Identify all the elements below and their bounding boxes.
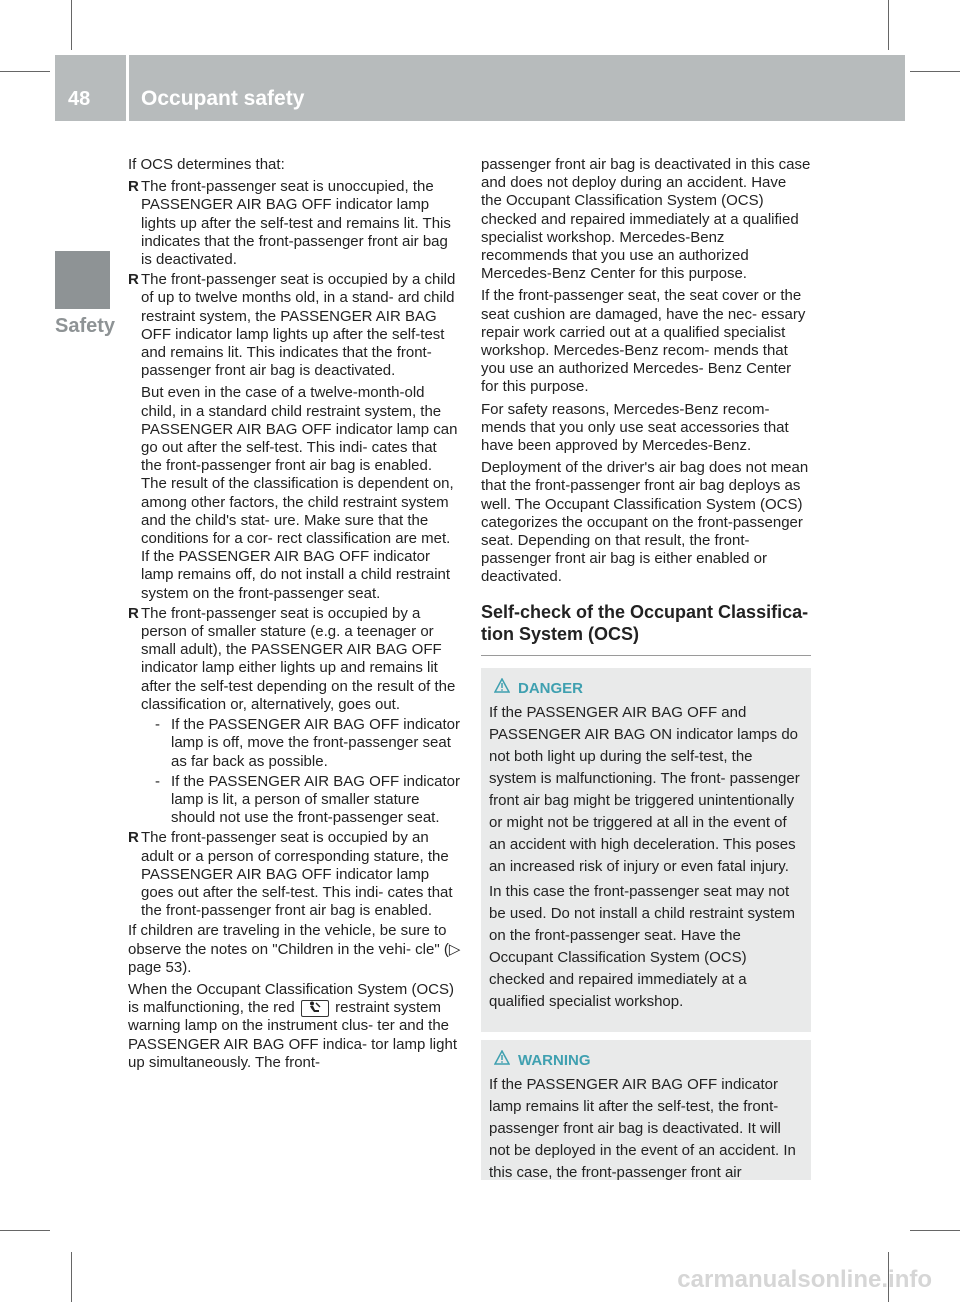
body-paragraph: If the front-passenger seat, the seat cover or the seat cushion are damaged, have the nec- essary repair work carried out at a qualified specialist workshop. Mercedes-Benz recom- mends that you use an authorized Mercedes- Benz Center for this purpose. [481, 287, 806, 396]
header-divider [126, 55, 129, 121]
danger-title: DANGER [518, 679, 584, 697]
crop-mark [910, 1230, 960, 1231]
page-ref-arrow-icon: ▷ [448, 940, 461, 958]
warning-text: If the PASSENGER AIR BAG OFF indicator lamp remains lit after the self-test, the front- passenger front air bag is deactivated. It will not be deployed in the event of an accident. In this case, the front-passenger front air [489, 1076, 796, 1181]
list-item-text: The front-passenger seat is occupied by a person of smaller stature (e.g. a teenager or small adult), the PASSENGER AIR BAG OFF indicator lamp either lights up and remains lit after the self-test depending on the result of the classification or, alternatively, goes out. [141, 604, 456, 713]
list-item [128, 271, 461, 603]
left-column [128, 156, 461, 1076]
bullet-mark: R [128, 604, 139, 622]
list-item-text: The front-passenger seat is unoccupied, the PASSENGER AIR BAG OFF indicator lamp lights up after the self-test and remains lit. This indicates that the front-passenger front air bag is deactivated. [141, 178, 451, 269]
crop-mark [910, 71, 960, 72]
danger-text: In this case the front-passenger seat may not be used. Do not install a child restraint system on the front-passenger seat. Have the Occupant Classification System (OCS) checked and repaired immediately at a qualified specialist workshop. [489, 883, 795, 1010]
section-heading: Self-check of the Occupant Classifica- tion System (OCS) [481, 601, 811, 656]
watermark: carmanualsonline.info [677, 1266, 932, 1293]
page-number: 48 [68, 88, 91, 110]
list-item [128, 829, 461, 920]
crop-mark [0, 71, 50, 72]
sub-list-item [153, 773, 461, 828]
bullet-mark: R [128, 829, 139, 847]
intro-text: If OCS determines that: [128, 156, 285, 173]
sub-list-item-text: If the PASSENGER AIR BAG OFF indicator lamp is off, move the front-passenger seat as far back as possible. [171, 716, 460, 770]
warning-triangle-icon [494, 678, 510, 698]
danger-box [481, 668, 811, 1032]
malfunction-text: When the Occupant Classification System (OCS) is malfunctioning, the red restraint system warning lamp on the instrument clus- ter and the PASSENGER AIR BAG OFF indica- tor lamp light up simultaneously. The front- [128, 980, 457, 1071]
danger-text: If the PASSENGER AIR BAG OFF and PASSENGER AIR BAG ON indicator lamps do not both light up during the self-test, the system is malfunctioning. The front- passenger front air bag might be triggered unintentionally or might not be triggered at all in the event of an accident with high deceleration. This poses an increased risk of injury or even fatal injury. [489, 704, 800, 875]
list-item-text: The front-passenger seat is occupied by an adult or a person of corresponding stature, the PASSENGER AIR BAG OFF indicator lamp goes out after the self-test. This indi- cates that the front-passenger front air bag is enabled. [141, 829, 453, 920]
body-paragraph: Deployment of the driver's air bag does not mean that the front-passenger front air bag deploys as well. The Occupant Classification System (OCS) categorizes the occupant on the front-passenger seat. Depending on that result, the front-passenger front air bag is either enabled or deactivated. [481, 459, 809, 586]
list-item-text: The front-passenger seat is occupied by a child of up to twelve months old, in a stand- ard child restraint system, the PASSENGER AIR BAG OFF indicator lamp lights up after the self-test and remains lit. This indicates that the front-passenger front air bag is deactivated. [141, 271, 456, 380]
section-title: Occupant safety [141, 87, 305, 110]
crop-mark [71, 1252, 72, 1302]
dash-mark: - [155, 772, 160, 790]
crop-mark [888, 0, 889, 50]
side-tab-marker [55, 251, 110, 309]
right-column [481, 156, 811, 665]
warning-triangle-icon [494, 1050, 510, 1070]
crop-mark [0, 1230, 50, 1231]
list-item [128, 605, 461, 827]
restraint-system-warning-icon [301, 1000, 329, 1017]
bullet-mark: R [128, 271, 139, 289]
body-paragraph: For safety reasons, Mercedes-Benz recom- mends that you only use seat accessories that have been approved by Mercedes-Benz. [481, 400, 789, 455]
list-item [128, 178, 461, 269]
side-tab-label: Safety [55, 315, 116, 337]
bullet-mark: R [128, 178, 139, 196]
page-ref-link[interactable]: page 53 [128, 958, 183, 976]
warning-box [481, 1040, 811, 1180]
body-paragraph: passenger front air bag is deactivated in this case and does not deploy during an accident. Have the Occupant Classification System (OCS) checked and repaired immediately at a qualified specialist workshop. Mercedes-Benz recommends that you use an authorized Mercedes-Benz Center for this purpose. [481, 156, 811, 283]
children-note: If children are traveling in the vehicle, be sure to observe the notes on "Children in the vehi- cle" (▷ page 53). [128, 922, 461, 976]
dash-mark: - [155, 716, 160, 734]
warning-title: WARNING [518, 1051, 591, 1069]
sub-list-item-text: If the PASSENGER AIR BAG OFF indicator lamp is lit, a person of smaller stature should not use the front-passenger seat. [171, 772, 460, 827]
crop-mark [71, 0, 72, 50]
list-item-text: But even in the case of a twelve-month-old child, in a standard child restraint system, the PASSENGER AIR BAG OFF indicator lamp can go out after the self-test. This indi- cates that the front-passenger front air bag is enabled. The result of the classification is dependent on, among other factors, the child restraint system and the child's stat- ure. Make sure that the conditions for a cor- rect classification are met. If the PASSENGER AIR BAG OFF indicator lamp remains off, do not install a child restraint system on the front-passenger seat. [141, 384, 458, 602]
sub-list-item [153, 716, 461, 771]
